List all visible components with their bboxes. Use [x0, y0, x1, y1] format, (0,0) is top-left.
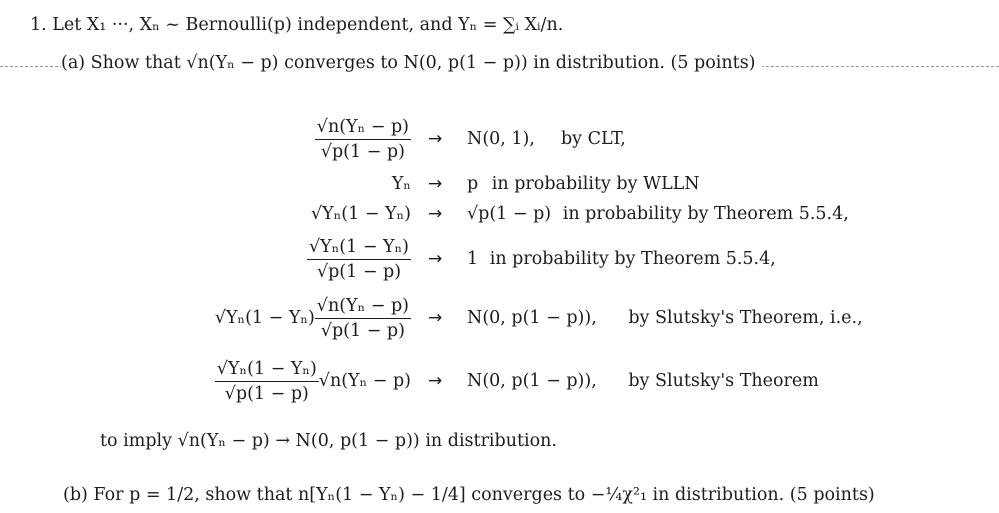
derivation-rhs — [467, 129, 626, 149]
derivation-lhs-text: √Yₙ(1 − Yₙ) — [311, 204, 411, 224]
arrow-symbol: → — [428, 371, 443, 391]
derivation-lhs-prefix: √Yₙ(1 − Yₙ) — [214, 308, 315, 328]
derivation-result: N(0, p(1 − p)), — [467, 371, 597, 391]
fraction — [315, 117, 411, 162]
derivation-lhs — [307, 237, 411, 282]
arrow-symbol: → — [428, 204, 443, 224]
derivation-rhs — [467, 249, 776, 269]
derivation-reason: in probability by Theorem 5.5.4, — [489, 249, 776, 269]
fraction-numerator: √n(Yₙ − p) — [315, 296, 411, 319]
derivation-reason: in probability by WLLN — [491, 174, 700, 194]
derivation-reason: by Slutsky's Theorem, i.e., — [628, 308, 863, 328]
derivation-row — [0, 233, 999, 285]
derivation-result: 1 — [467, 249, 479, 269]
derivation-rhs — [467, 371, 819, 391]
derivation-lhs — [215, 359, 411, 404]
fraction-denominator: √p(1 − p) — [224, 383, 309, 404]
arrow-symbol: → — [428, 308, 443, 328]
fraction-denominator: √p(1 − p) — [316, 261, 402, 282]
fraction-numerator: √Yₙ(1 − Yₙ) — [307, 237, 411, 260]
derivation-lhs-text: Yₙ — [391, 174, 411, 194]
fraction-denominator: √p(1 − p) — [320, 141, 405, 162]
arrow-symbol: → — [428, 129, 443, 149]
fraction — [315, 296, 411, 341]
part-a-statement: (a) Show that √n(Yₙ − p) converges to N(0, p(1 − p)) in distribution. (5 points) — [61, 53, 762, 73]
derivation-lhs — [215, 296, 411, 341]
fraction — [215, 359, 319, 404]
derivation-rhs — [467, 308, 863, 328]
derivation-row — [0, 292, 999, 344]
derivation-rhs — [467, 204, 849, 224]
fraction-denominator: √p(1 − p) — [320, 320, 405, 341]
derivation-reason: by Slutsky's Theorem — [628, 371, 819, 391]
fraction-numerator: √Yₙ(1 − Yₙ) — [215, 359, 319, 382]
problem-header: 1. Let X₁ ···, Xₙ ~ Bernoulli(p) independent, and Yₙ = ∑ᵢ Xᵢ/n. — [30, 15, 564, 35]
derivation-lhs — [311, 204, 411, 224]
derivation-result: √p(1 − p) — [467, 204, 552, 224]
derivation-reason: in probability by Theorem 5.5.4, — [562, 204, 849, 224]
derivation-row — [0, 355, 999, 407]
derivation-reason: by CLT, — [560, 129, 626, 149]
derivation-lhs — [315, 117, 411, 162]
derivation-result: N(0, 1), — [467, 129, 535, 149]
derivation-result: p — [467, 174, 479, 194]
derivation-lhs-suffix: √n(Yₙ − p) — [318, 371, 411, 391]
arrow-symbol: → — [428, 249, 443, 269]
part-b-statement: (b) For p = 1/2, show that n[Yₙ(1 − Yₙ) − 1/4] converges to −¼χ²₁ in distribution. (5 points) — [63, 485, 875, 505]
conclusion-line: to imply √n(Yₙ − p) → N(0, p(1 − p)) in distribution. — [100, 431, 557, 451]
arrow-symbol: → — [428, 174, 443, 194]
fraction-numerator: √n(Yₙ − p) — [315, 117, 411, 140]
derivation-result: N(0, p(1 − p)), — [467, 308, 597, 328]
fraction — [307, 237, 411, 282]
